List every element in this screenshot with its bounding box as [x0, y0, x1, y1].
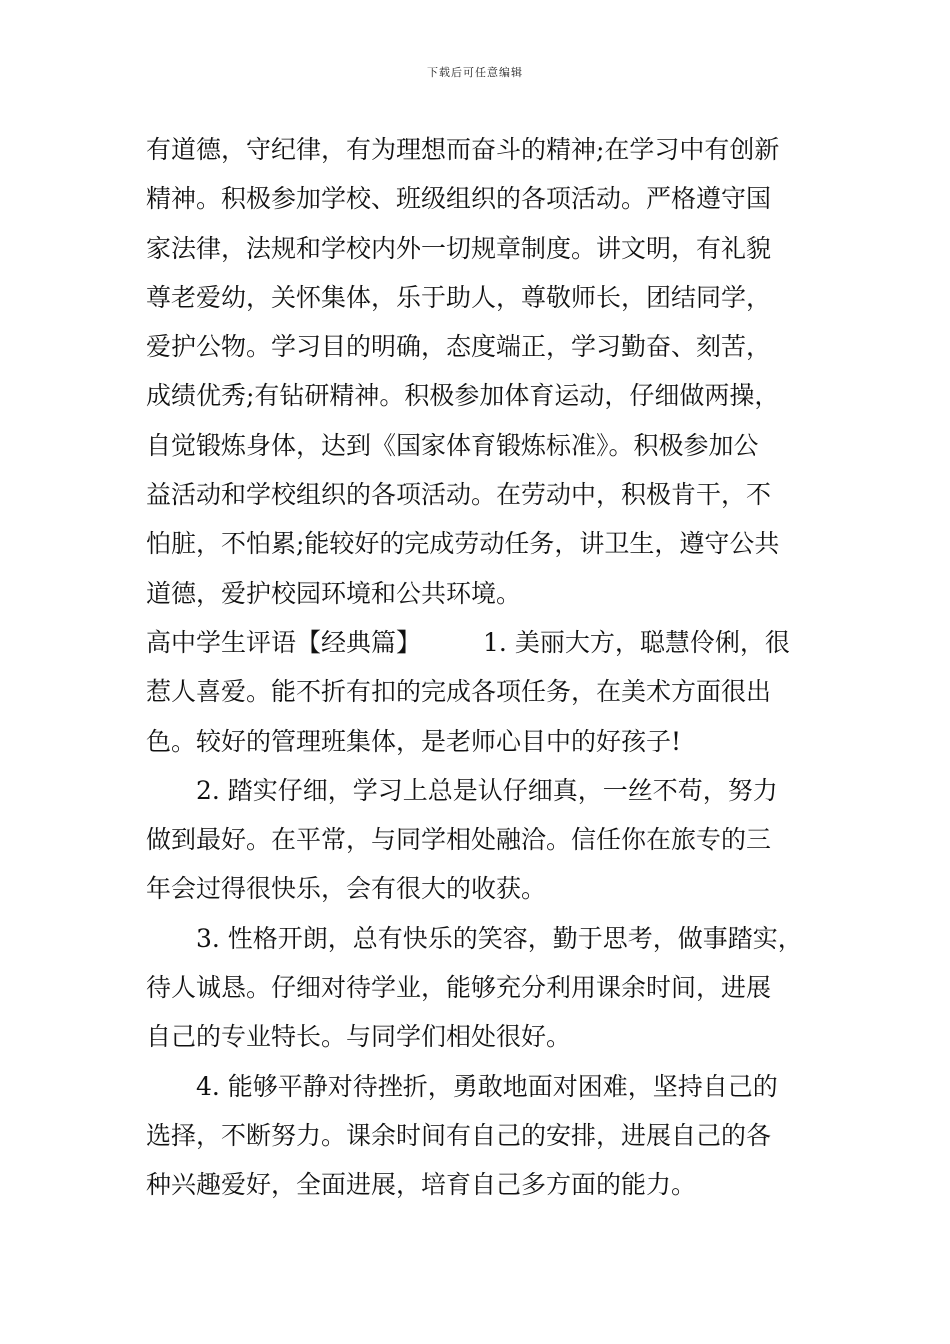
paragraph-line: 3. 性格开朗，总有快乐的笑容，勤于思考，做事踏实，: [196, 923, 803, 953]
paragraph-line: 年会过得很快乐，会有很大的收获。: [146, 874, 547, 904]
paragraph-line: 待人诚恳。仔细对待学业，能够充分利用课余时间，进展: [146, 973, 772, 1003]
paragraph-line: 爱护公物。学习目的明确，态度端正，学习勤奋、刻苦，: [146, 332, 772, 362]
comment-item-3: [146, 914, 836, 1062]
paragraph-line: 4. 能够平静对待挫折，勇敢地面对困难，坚持自己的: [196, 1071, 778, 1101]
paragraph-line: 尊老爱幼，关怀集体，乐于助人，尊敬师长，团结同学，: [146, 282, 772, 312]
comment-item-1: [146, 618, 836, 766]
item-first-line: 1. 美丽大方，聪慧伶俐，很: [483, 627, 790, 657]
paragraph-line: 色。较好的管理班集体，是老师心目中的好孩子!: [146, 726, 682, 756]
paragraph-line: 益活动和学校组织的各项活动。在劳动中，积极肯干，不: [146, 480, 772, 510]
page-header: 下载后可任意编辑: [427, 66, 523, 79]
paragraph-line: 惹人喜爱。能不折有扣的完成各项任务，在美术方面很出: [146, 677, 772, 707]
paragraph-1: [146, 125, 836, 618]
paragraph-line: 种兴趣爱好，全面进展，培育自己多方面的能力。: [146, 1170, 697, 1200]
comment-item-2: [146, 766, 836, 914]
document-body: [146, 125, 836, 1210]
section-title-line: [146, 618, 836, 667]
paragraph-line: 成绩优秀;有钻研精神。积极参加体育运动，仔细做两操，: [146, 381, 780, 411]
paragraph-line: 怕脏，不怕累;能较好的完成劳动任务，讲卫生，遵守公共: [146, 529, 780, 559]
paragraph-line: 自觉锻炼身体，达到《国家体育锻炼标准》。积极参加公: [146, 430, 759, 460]
paragraph-line: 家法律，法规和学校内外一切规章制度。讲文明，有礼貌: [146, 233, 772, 263]
paragraph-line: 道德，爱护校园环境和公共环境。: [146, 578, 522, 608]
paragraph-line: 有道德，守纪律，有为理想而奋斗的精神;在学习中有创新: [146, 135, 780, 164]
paragraph-line: 做到最好。在平常，与同学相处融洽。信任你在旅专的三: [146, 825, 772, 855]
comment-item-4: [146, 1062, 836, 1210]
paragraph-line: 2. 踏实仔细，学习上总是认仔细真，一丝不苟，努力: [196, 775, 778, 805]
section-title: 高中学生评语【经典篇】: [146, 627, 422, 657]
paragraph-line: 选择，不断努力。课余时间有自己的安排，进展自己的各: [146, 1120, 772, 1150]
paragraph-line: 自己的专业特长。与同学们相处很好。: [146, 1022, 572, 1052]
paragraph-line: 精神。积极参加学校、班级组织的各项活动。严格遵守国: [146, 184, 772, 214]
